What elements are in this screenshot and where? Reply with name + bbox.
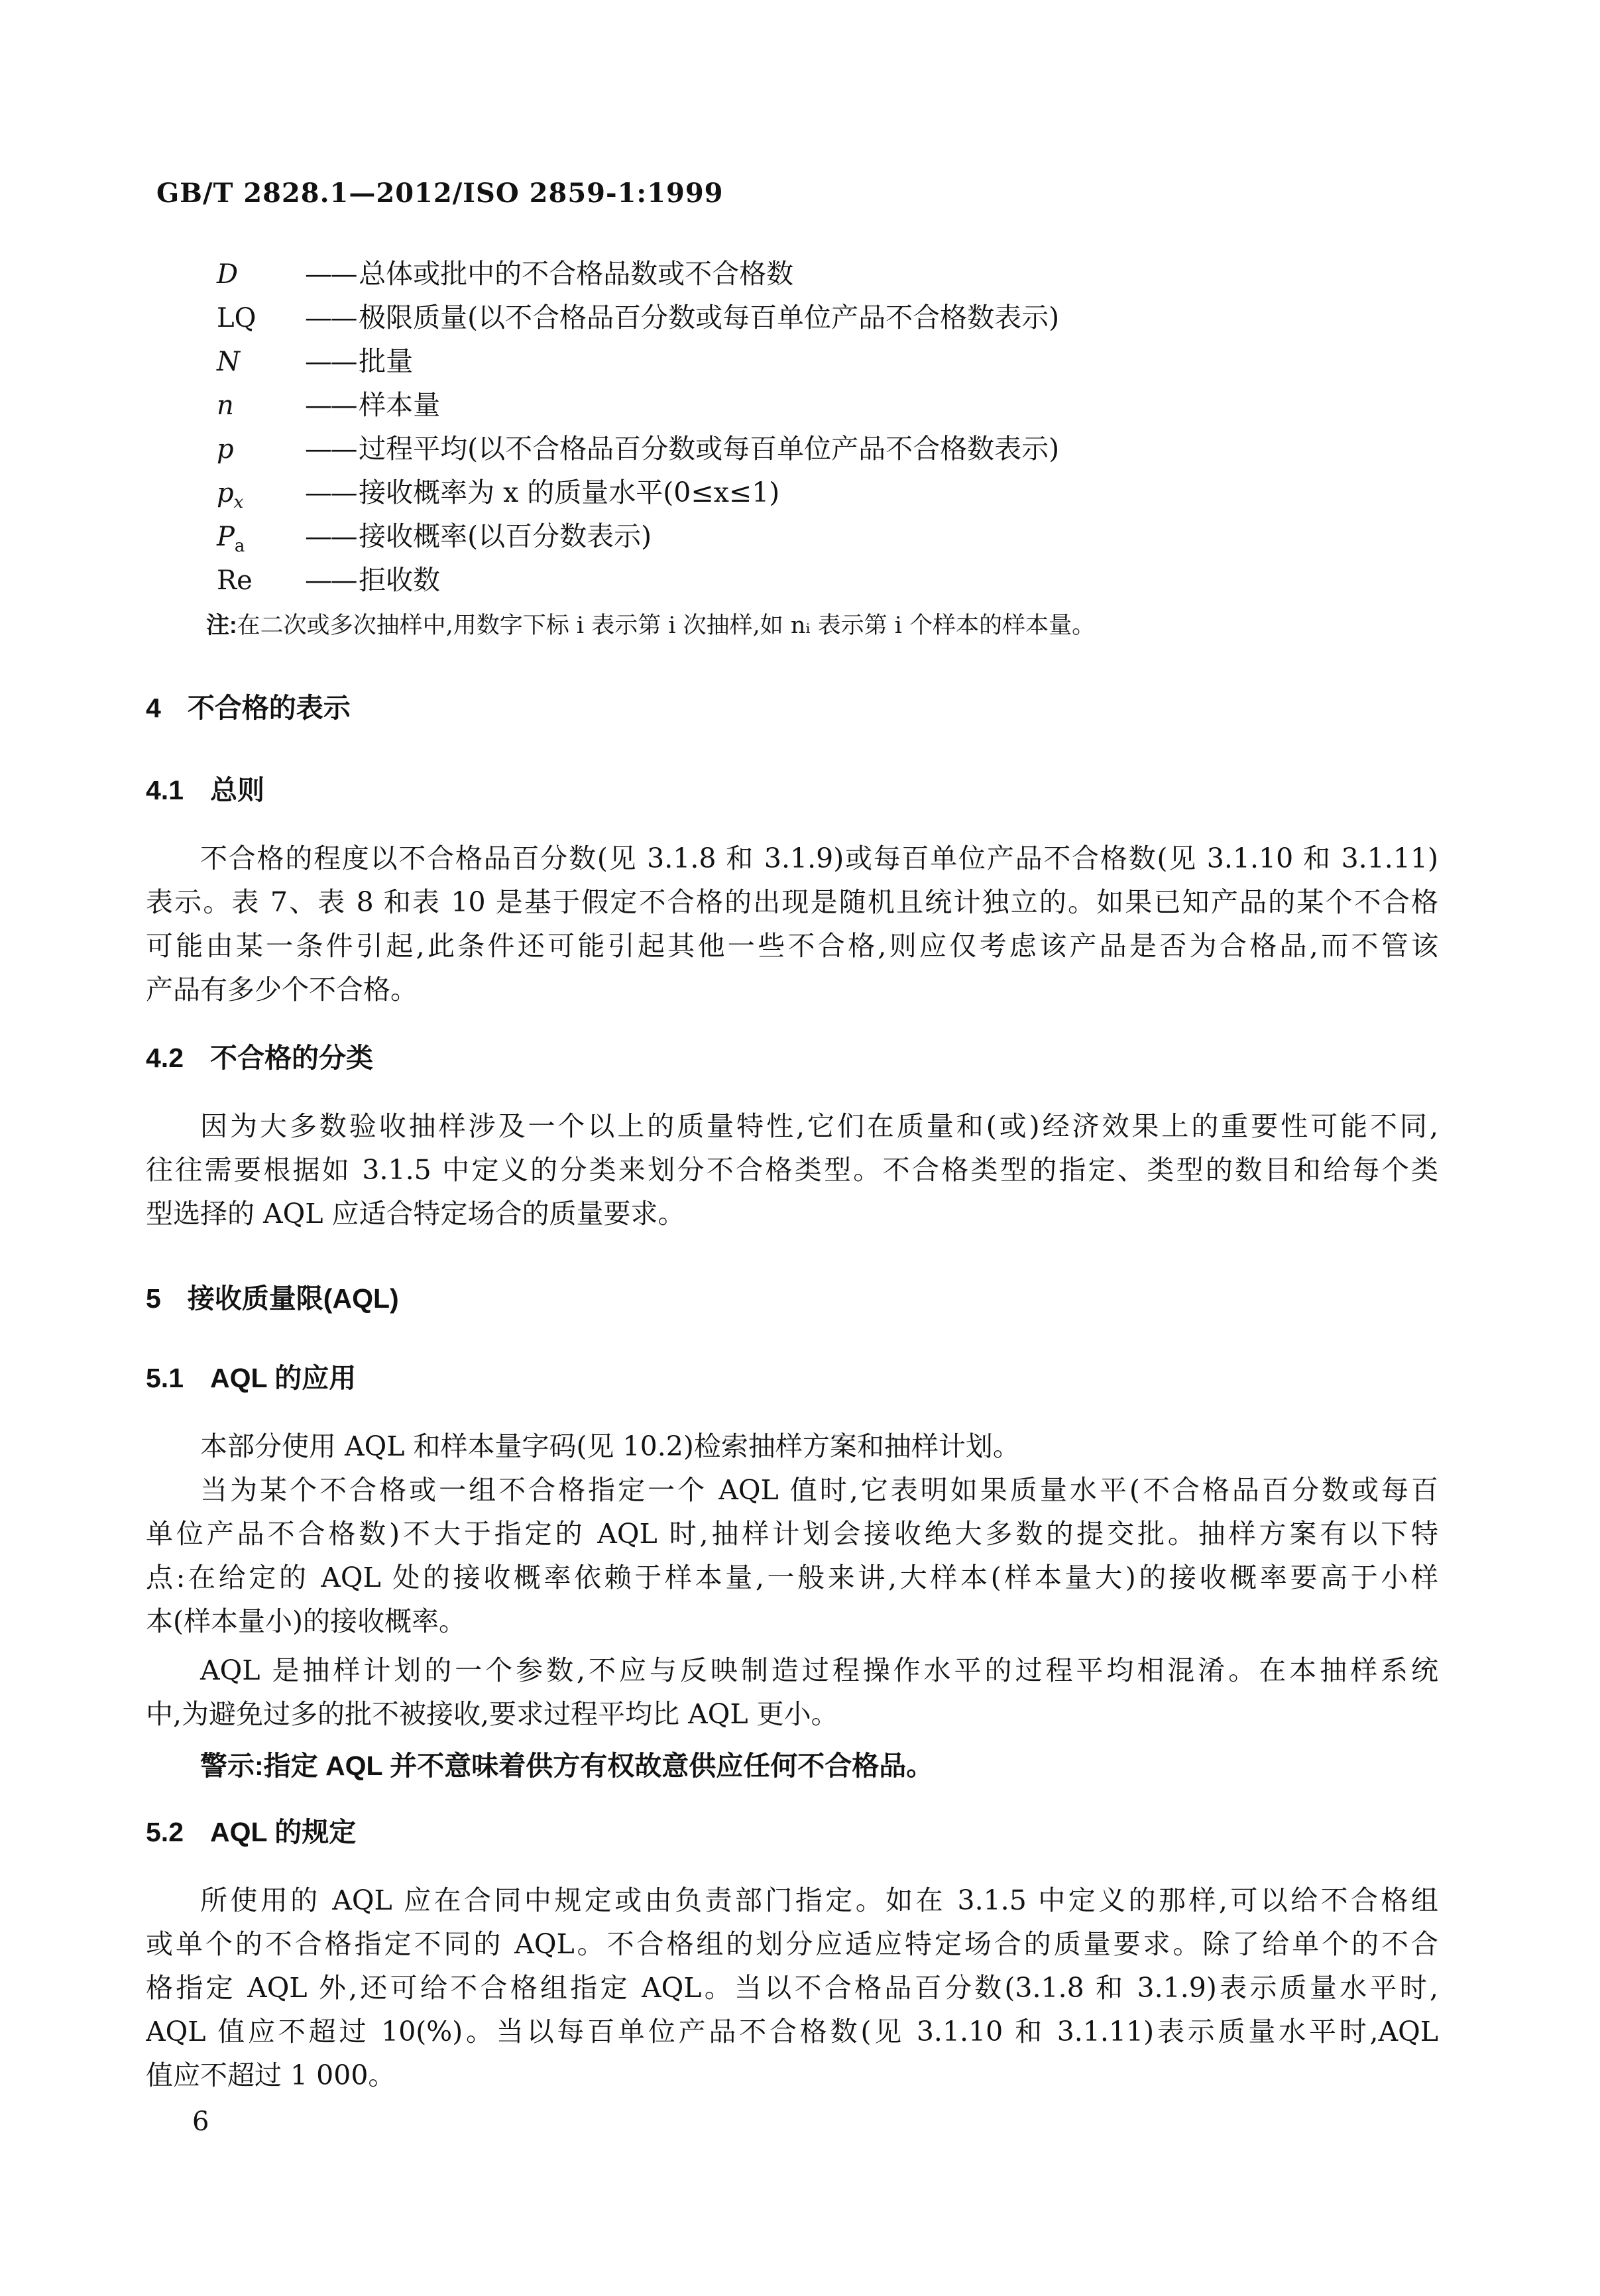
text-line: 单位产品不合格数)不大于指定的 AQL 时,抽样计划会接收绝大多数的提交批。抽样方案有以下特 [146, 1518, 1438, 1550]
definition-row [146, 427, 1438, 471]
section-5-2-heading [146, 1812, 1438, 1852]
definition-row [146, 252, 1438, 296]
definition-dash: —— [305, 258, 357, 290]
text-line: 型选择的 AQL 应适合特定场合的质量要求。 [146, 1198, 685, 1230]
text-line: 本部分使用 AQL 和样本量字码(见 10.2)检索抽样方案和抽样计划。 [200, 1430, 1020, 1462]
symbol-label: N [217, 347, 240, 377]
definition-row [146, 383, 1438, 427]
section-5-1-title: AQL 的应用 [210, 1363, 357, 1393]
section-5-1-paragraph-3 [146, 1648, 1438, 1736]
definition-description: 极限质量(以不合格品百分数或每百单位产品不合格数表示) [359, 302, 1060, 333]
definition-description: 过程平均(以不合格品百分数或每百单位产品不合格数表示) [359, 433, 1060, 465]
definition-dash: —— [305, 345, 357, 377]
section-4-1-paragraph [146, 836, 1438, 1011]
section-4-title: 不合格的表示 [187, 693, 351, 723]
definition-dash: —— [305, 389, 357, 421]
text-line: 或单个的不合格指定不同的 AQL。不合格组的划分应适应特定场合的质量要求。除了给单个的不合 [146, 1928, 1438, 1960]
text-line: 点:在给定的 AQL 处的接收概率依赖于样本量,一般来讲,大样本(样本量大)的接收概率要高于小样 [146, 1562, 1438, 1593]
section-4-1-number: 4.1 [146, 775, 184, 805]
page-content [146, 178, 1438, 2138]
section-4-2-paragraph [146, 1104, 1438, 1235]
symbol-label: p [217, 434, 234, 465]
text-line: 当为某个不合格或一组不合格指定一个 AQL 值时,它表明如果质量水平(不合格品百分数或每百 [200, 1474, 1438, 1506]
definition-description: 批量 [359, 345, 414, 377]
section-4-number: 4 [146, 693, 161, 723]
text-line: AQL 是抽样计划的一个参数,不应与反映制造过程操作水平的过程平均相混淆。在本抽样系统 [200, 1654, 1438, 1686]
text-line: 值应不超过 1 000。 [146, 2059, 396, 2091]
definition-row [146, 296, 1438, 339]
section-4-2-title: 不合格的分类 [210, 1043, 373, 1073]
text-line: 中,为避免过多的批不被接收,要求过程平均比 AQL 更小。 [146, 1698, 838, 1730]
section-4-1-title: 总则 [210, 775, 264, 805]
symbol-label: $p_x$ [217, 478, 244, 512]
text-line: 产品有多少个不合格。 [146, 974, 418, 1005]
page-number: 6 [192, 2106, 209, 2137]
note-text: 在二次或多次抽样中,用数字下标 i 表示第 i 次抽样,如 nᵢ 表示第 i 个样本的样本量。 [237, 612, 1096, 639]
section-4-2-heading [146, 1038, 1438, 1078]
warning-statement: 警示:指定 AQL 并不意味着供方有权故意供应任何不合格品。 [200, 1751, 934, 1781]
section-5-2-paragraph [146, 1878, 1438, 2097]
text-line: 不合格的程度以不合格品百分数(见 3.1.8 和 3.1.9)或每百单位产品不合格数(见 3.1.10 和 3.1.11) [200, 842, 1438, 874]
definition-dash: —— [305, 302, 357, 333]
symbol-label: $P_a$ [217, 522, 245, 556]
section-5-1-paragraph-2 [146, 1468, 1438, 1643]
definition-dash: —— [305, 477, 357, 508]
note-line [146, 607, 1438, 644]
definition-dash: —— [305, 433, 357, 465]
symbol-label: D [217, 259, 239, 290]
symbol-label: LQ [217, 303, 257, 333]
section-4-1-heading [146, 770, 1438, 810]
definition-row [146, 514, 1438, 558]
section-5-1-paragraph-1 [146, 1424, 1438, 1468]
note-label: 注: [206, 612, 237, 638]
text-line: AQL 值应不超过 10(%)。当以每百单位产品不合格数(见 3.1.10 和 3.1.11)表示质量水平时,AQL [146, 2016, 1438, 2047]
definition-description: 样本量 [359, 389, 441, 421]
text-line: 因为大多数验收抽样涉及一个以上的质量特性,它们在质量和(或)经济效果上的重要性可能不同, [200, 1110, 1438, 1142]
text-line: 往往需要根据如 3.1.5 中定义的分类来划分不合格类型。不合格类型的指定、类型的数目和给每个类 [146, 1154, 1438, 1186]
definition-description: 拒收数 [359, 564, 441, 596]
section-5-number: 5 [146, 1283, 161, 1314]
text-line: 格指定 AQL 外,还可给不合格组指定 AQL。当以不合格品百分数(3.1.8 和 3.1.9)表示质量水平时, [146, 1972, 1438, 2004]
text-line: 本(样本量小)的接收概率。 [146, 1605, 466, 1637]
section-5-2-title: AQL 的规定 [210, 1817, 357, 1847]
symbol-label: Re [217, 565, 253, 596]
section-5-1-heading [146, 1358, 1438, 1398]
standard-number-header: GB/T 2828.1—2012/ISO 2859-1:1999 [156, 178, 724, 209]
definition-description: 接收概率(以百分数表示) [359, 520, 652, 552]
text-line: 可能由某一条件引起,此条件还可能引起其他一些不合格,则应仅考虑该产品是否为合格品,而不管该 [146, 930, 1438, 962]
section-4-heading [146, 688, 1438, 728]
definition-description: 接收概率为 x 的质量水平(0≤x≤1) [359, 477, 780, 508]
definition-row [146, 471, 1438, 514]
symbol-label: n [217, 390, 234, 421]
symbol-definition-list [146, 252, 1438, 602]
definition-dash: —— [305, 520, 357, 552]
section-4-2-number: 4.2 [146, 1043, 184, 1073]
definition-dash: —— [305, 564, 357, 596]
definition-description: 总体或批中的不合格品数或不合格数 [359, 258, 794, 290]
section-5-2-number: 5.2 [146, 1817, 184, 1847]
definition-row [146, 339, 1438, 383]
section-5-heading [146, 1279, 1438, 1318]
section-5-title: 接收质量限(AQL) [187, 1283, 399, 1314]
text-line: 所使用的 AQL 应在合同中规定或由负责部门指定。如在 3.1.5 中定义的那样,可以给不合格组 [200, 1884, 1438, 1916]
text-line: 表示。表 7、表 8 和表 10 是基于假定不合格的出现是随机且统计独立的。如果已知产品的某个不合格 [146, 886, 1438, 918]
definition-row [146, 558, 1438, 602]
section-5-1-number: 5.1 [146, 1363, 184, 1393]
